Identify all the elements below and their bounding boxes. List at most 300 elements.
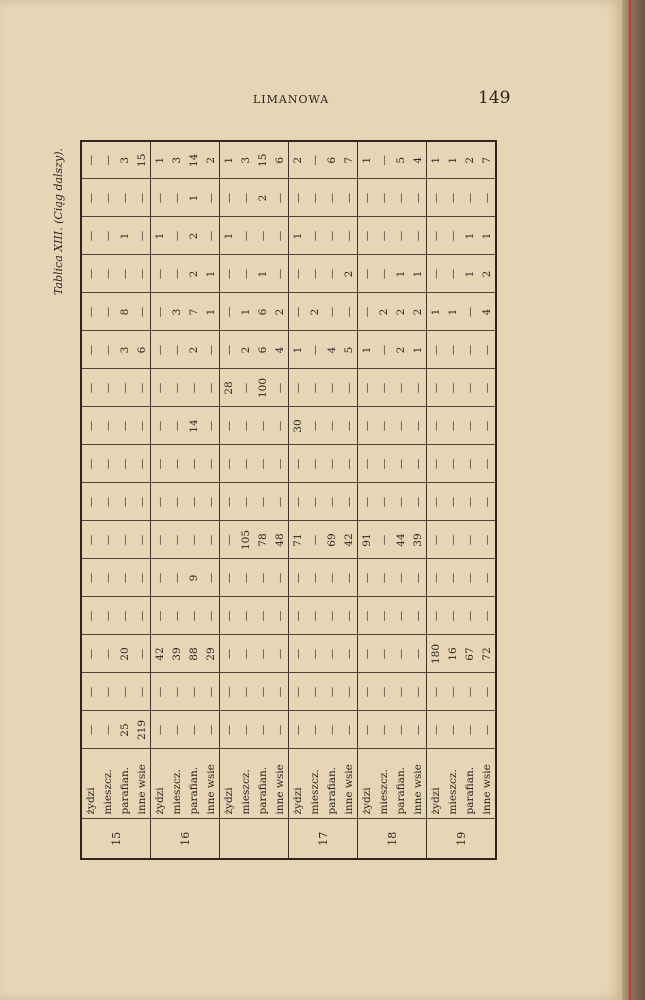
table-cell: — [168, 179, 185, 217]
group-number: 18 [358, 819, 427, 859]
table-cell: — [444, 369, 461, 407]
group-number: 16 [151, 819, 220, 859]
table-cell: — [289, 673, 307, 711]
table-cell: 42 [340, 521, 358, 559]
table-row [392, 141, 409, 859]
table-cell: 28 [220, 369, 238, 407]
table-cell: — [168, 445, 185, 483]
table-cell: — [478, 407, 496, 445]
table-cell: — [151, 255, 169, 293]
table-cell: — [323, 217, 340, 255]
table-cell: — [358, 559, 376, 597]
table-cell: — [289, 635, 307, 673]
table-cell: — [461, 711, 478, 749]
table-cell: — [306, 141, 323, 179]
row-label: inne wsie [340, 749, 358, 819]
table-cell: 6 [254, 331, 271, 369]
table-cell: 1 [254, 255, 271, 293]
row-label: parafian. [323, 749, 340, 819]
table-row [409, 141, 427, 859]
table-cell: — [220, 483, 238, 521]
table-cell: 1 [427, 293, 445, 331]
table-cell: — [289, 445, 307, 483]
table-cell: — [116, 559, 133, 597]
table-cell: — [220, 407, 238, 445]
table-cell: — [116, 445, 133, 483]
table-row [323, 141, 340, 859]
table-cell: — [116, 597, 133, 635]
table-cell: 3 [168, 293, 185, 331]
table-cell: — [427, 331, 445, 369]
table-cell: 16 [444, 635, 461, 673]
table-cell: — [237, 597, 254, 635]
table-cell: 2 [478, 255, 496, 293]
table-cell: — [237, 483, 254, 521]
table-cell: 30 [289, 407, 307, 445]
table-cell: — [151, 179, 169, 217]
table-cell: — [340, 407, 358, 445]
table-cell: — [409, 445, 427, 483]
table-cell: — [289, 559, 307, 597]
table-cell: — [151, 293, 169, 331]
table-cell: 3 [116, 141, 133, 179]
table-cell: — [392, 445, 409, 483]
table-cell: — [202, 445, 220, 483]
table-cell: 2 [375, 293, 392, 331]
table-cell: — [116, 255, 133, 293]
table-cell: — [427, 179, 445, 217]
table-cell: — [81, 255, 99, 293]
row-label: żydzi [220, 749, 238, 819]
table-cell: — [133, 255, 151, 293]
table-cell: — [375, 597, 392, 635]
table-cell: — [340, 673, 358, 711]
row-label: żydzi [289, 749, 307, 819]
table-cell: — [99, 445, 116, 483]
table-cell: — [271, 483, 289, 521]
table-row [289, 141, 307, 859]
row-label: inne wsie [202, 749, 220, 819]
table-cell: — [358, 483, 376, 521]
table-cell: — [81, 483, 99, 521]
table-cell: — [271, 445, 289, 483]
table-cell: 44 [392, 521, 409, 559]
table-cell: — [168, 407, 185, 445]
table-cell: 1 [289, 217, 307, 255]
table-cell: — [254, 445, 271, 483]
table-cell: 1 [358, 141, 376, 179]
table-cell: — [168, 217, 185, 255]
table-cell: — [323, 445, 340, 483]
table-cell: 5 [392, 141, 409, 179]
table-cell: — [237, 711, 254, 749]
table-cell: — [358, 635, 376, 673]
table-cell: — [202, 673, 220, 711]
table-cell: — [99, 483, 116, 521]
table-cell: — [358, 407, 376, 445]
table-cell: — [185, 483, 202, 521]
table-cell: 25 [116, 711, 133, 749]
table-cell: 2 [271, 293, 289, 331]
table-cell: — [444, 179, 461, 217]
table-cell: — [237, 445, 254, 483]
table-cell: — [461, 559, 478, 597]
table-cell: — [461, 597, 478, 635]
table-cell: — [151, 559, 169, 597]
table-cell: — [306, 597, 323, 635]
table-cell: 219 [133, 711, 151, 749]
table-cell: — [323, 293, 340, 331]
table-cell: — [461, 483, 478, 521]
table-cell: 88 [185, 635, 202, 673]
row-label: parafian. [392, 749, 409, 819]
row-label: mieszcz. [237, 749, 254, 819]
table-cell: 1 [409, 255, 427, 293]
table-row [340, 141, 358, 859]
table-cell: — [151, 673, 169, 711]
table-cell: — [254, 217, 271, 255]
table-cell: — [392, 369, 409, 407]
table-cell: 1 [444, 293, 461, 331]
table-cell: — [444, 255, 461, 293]
table-cell: — [168, 521, 185, 559]
table-cell: — [409, 673, 427, 711]
table-cell: — [375, 369, 392, 407]
table-cell: — [478, 331, 496, 369]
table-group [358, 141, 427, 859]
table-cell: 1 [185, 179, 202, 217]
table-cell: — [220, 635, 238, 673]
table-cell: — [133, 597, 151, 635]
table-cell: 1 [116, 217, 133, 255]
table-cell: — [81, 407, 99, 445]
table-cell: — [81, 559, 99, 597]
table-cell: 72 [478, 635, 496, 673]
row-label: mieszcz. [168, 749, 185, 819]
table-cell: — [185, 369, 202, 407]
table-cell: — [81, 293, 99, 331]
table-cell: — [375, 483, 392, 521]
table-cell: — [306, 179, 323, 217]
table-cell: — [185, 521, 202, 559]
table-cell: — [116, 179, 133, 217]
table-cell: — [133, 673, 151, 711]
table-cell: — [271, 369, 289, 407]
table-cell: — [220, 597, 238, 635]
table-cell: 100 [254, 369, 271, 407]
table-cell: — [306, 445, 323, 483]
table-cell: — [478, 369, 496, 407]
table-cell: 9 [185, 559, 202, 597]
table-cell: — [202, 407, 220, 445]
table-cell: — [237, 369, 254, 407]
table-cell: — [358, 711, 376, 749]
table-cell: — [444, 521, 461, 559]
table-cell: — [99, 255, 116, 293]
table-cell: 6 [271, 141, 289, 179]
table-row [151, 141, 169, 859]
table-cell: — [99, 179, 116, 217]
table-caption [52, 140, 65, 860]
table-cell: — [392, 597, 409, 635]
row-label: inne wsie [271, 749, 289, 819]
table-cell: — [444, 445, 461, 483]
table-cell: — [185, 445, 202, 483]
table-cell: — [81, 673, 99, 711]
table-cell: 4 [478, 293, 496, 331]
table-cell: — [168, 597, 185, 635]
table-cell: — [202, 597, 220, 635]
table-cell: — [340, 635, 358, 673]
table-cell: — [81, 369, 99, 407]
table-cell: — [306, 407, 323, 445]
table-cell: — [323, 369, 340, 407]
table-cell: 78 [254, 521, 271, 559]
table-cell: — [375, 407, 392, 445]
table-cell: 180 [427, 635, 445, 673]
table-cell: — [427, 369, 445, 407]
table-cell: — [323, 483, 340, 521]
table-cell: — [133, 293, 151, 331]
table-cell: — [151, 483, 169, 521]
table-cell: — [444, 559, 461, 597]
group-number: 15 [81, 819, 151, 859]
table-cell: — [168, 331, 185, 369]
table-cell: — [306, 369, 323, 407]
table-cell: — [271, 407, 289, 445]
table-cell: — [237, 635, 254, 673]
table-cell: — [444, 217, 461, 255]
table-cell: 2 [254, 179, 271, 217]
table-cell: — [340, 217, 358, 255]
table-cell: — [427, 559, 445, 597]
book-binding [622, 0, 645, 1000]
table-cell: — [81, 521, 99, 559]
table-cell: — [133, 559, 151, 597]
table-cell: 1 [220, 141, 238, 179]
table-cell: — [99, 597, 116, 635]
table-cell: — [220, 293, 238, 331]
table-cell: 1 [237, 293, 254, 331]
table-row [306, 141, 323, 859]
table-cell: — [409, 407, 427, 445]
table-cell: — [323, 673, 340, 711]
table-cell: — [427, 407, 445, 445]
table-cell: — [375, 445, 392, 483]
page-number: 149 [478, 88, 511, 108]
table-cell: — [220, 445, 238, 483]
table-cell: — [340, 559, 358, 597]
table-cell: 1 [478, 217, 496, 255]
table-cell: 1 [409, 331, 427, 369]
table-cell: — [99, 559, 116, 597]
table-cell: — [99, 673, 116, 711]
table-cell: 20 [116, 635, 133, 673]
table-cell: — [168, 673, 185, 711]
table-cell: 2 [289, 141, 307, 179]
table-cell: — [427, 217, 445, 255]
table-cell: — [271, 711, 289, 749]
table-cell: — [306, 331, 323, 369]
table-cell: — [306, 255, 323, 293]
table-cell: — [220, 673, 238, 711]
table-cell: — [81, 445, 99, 483]
table-cell: 6 [254, 293, 271, 331]
table-cell: — [461, 407, 478, 445]
table-cell: 4 [323, 331, 340, 369]
table-cell: — [427, 711, 445, 749]
table-cell: — [99, 293, 116, 331]
table-cell: 2 [185, 331, 202, 369]
table-cell: 1 [202, 255, 220, 293]
table-cell: — [461, 331, 478, 369]
statistics-table [80, 140, 497, 860]
table-cell: — [237, 407, 254, 445]
table-cell: — [99, 141, 116, 179]
table-cell: — [323, 255, 340, 293]
table-cell: — [99, 217, 116, 255]
table-cell: — [358, 217, 376, 255]
table-cell: 7 [340, 141, 358, 179]
table-cell: — [202, 179, 220, 217]
table-cell: — [116, 673, 133, 711]
table-cell: — [306, 521, 323, 559]
table-row [81, 141, 99, 859]
table-cell: — [271, 559, 289, 597]
table-cell: — [323, 711, 340, 749]
table-cell: — [99, 331, 116, 369]
table-cell: — [375, 179, 392, 217]
table-cell: — [271, 673, 289, 711]
table-cell: 1 [202, 293, 220, 331]
rotated-table [52, 140, 500, 860]
table-row [427, 141, 445, 859]
table-cell: 15 [133, 141, 151, 179]
table-cell: — [444, 483, 461, 521]
table-cell: — [358, 673, 376, 711]
table-cell: — [375, 711, 392, 749]
table-cell: — [409, 217, 427, 255]
table-cell: — [151, 521, 169, 559]
table-cell: — [237, 673, 254, 711]
table-cell: — [375, 521, 392, 559]
rotated-table-area [52, 140, 500, 860]
table-cell: 1 [220, 217, 238, 255]
table-cell: — [306, 673, 323, 711]
table-cell: — [340, 179, 358, 217]
table-cell: — [461, 369, 478, 407]
table-cell: 14 [185, 407, 202, 445]
table-cell: — [289, 483, 307, 521]
table-row [254, 141, 271, 859]
table-cell: — [478, 483, 496, 521]
table-cell: 1 [461, 217, 478, 255]
table-cell: — [168, 559, 185, 597]
table-cell: — [271, 217, 289, 255]
table-cell: 2 [461, 141, 478, 179]
table-cell: — [392, 673, 409, 711]
table-cell: — [99, 635, 116, 673]
table-cell: — [478, 711, 496, 749]
table-row [185, 141, 202, 859]
row-label: mieszcz. [375, 749, 392, 819]
table-row [99, 141, 116, 859]
table-group [151, 141, 220, 859]
table-cell: 1 [461, 255, 478, 293]
table-cell: 4 [271, 331, 289, 369]
table-cell: — [202, 331, 220, 369]
table-cell: — [81, 597, 99, 635]
table-cell: — [151, 597, 169, 635]
table-cell: — [116, 407, 133, 445]
row-label: żydzi [151, 749, 169, 819]
table-cell: — [409, 597, 427, 635]
table-cell: — [254, 407, 271, 445]
table-cell: — [254, 483, 271, 521]
table-cell: 5 [340, 331, 358, 369]
table-cell: — [392, 559, 409, 597]
table-cell: — [358, 293, 376, 331]
table-cell: — [151, 407, 169, 445]
table-cell: — [289, 711, 307, 749]
table-caption-text: Tablica XIII. (Ciąg dalszy). [52, 148, 65, 296]
table-cell: — [392, 407, 409, 445]
table-cell: — [133, 217, 151, 255]
table-cell: — [478, 673, 496, 711]
table-cell: — [289, 597, 307, 635]
table-cell: — [81, 711, 99, 749]
table-cell: — [271, 179, 289, 217]
table-cell: — [202, 217, 220, 255]
table-cell: — [478, 597, 496, 635]
table-cell: — [306, 559, 323, 597]
table-cell: — [340, 293, 358, 331]
table-cell: 6 [133, 331, 151, 369]
table-cell: — [151, 711, 169, 749]
table-cell: — [99, 407, 116, 445]
table-cell: — [461, 179, 478, 217]
table-cell: — [237, 255, 254, 293]
row-label: parafian. [116, 749, 133, 819]
table-cell: — [133, 521, 151, 559]
table-cell: — [133, 445, 151, 483]
table-cell: — [323, 407, 340, 445]
table-cell: — [444, 711, 461, 749]
table-cell: — [202, 559, 220, 597]
table-cell: — [185, 597, 202, 635]
table-cell: — [81, 635, 99, 673]
table-cell: — [133, 635, 151, 673]
table-cell: — [340, 483, 358, 521]
row-label: parafian. [254, 749, 271, 819]
table-cell: 1 [151, 141, 169, 179]
table-cell: 2 [185, 217, 202, 255]
table-row [444, 141, 461, 859]
table-cell: — [392, 483, 409, 521]
table-cell: 4 [409, 141, 427, 179]
table-cell: — [358, 369, 376, 407]
table-cell: — [220, 521, 238, 559]
table-cell: — [427, 673, 445, 711]
table-cell: — [392, 217, 409, 255]
table-cell: — [271, 597, 289, 635]
row-label: inne wsie [133, 749, 151, 819]
table-cell: 3 [237, 141, 254, 179]
table-cell: — [168, 711, 185, 749]
table-cell: — [409, 559, 427, 597]
table-cell: — [220, 711, 238, 749]
row-label: żydzi [427, 749, 445, 819]
